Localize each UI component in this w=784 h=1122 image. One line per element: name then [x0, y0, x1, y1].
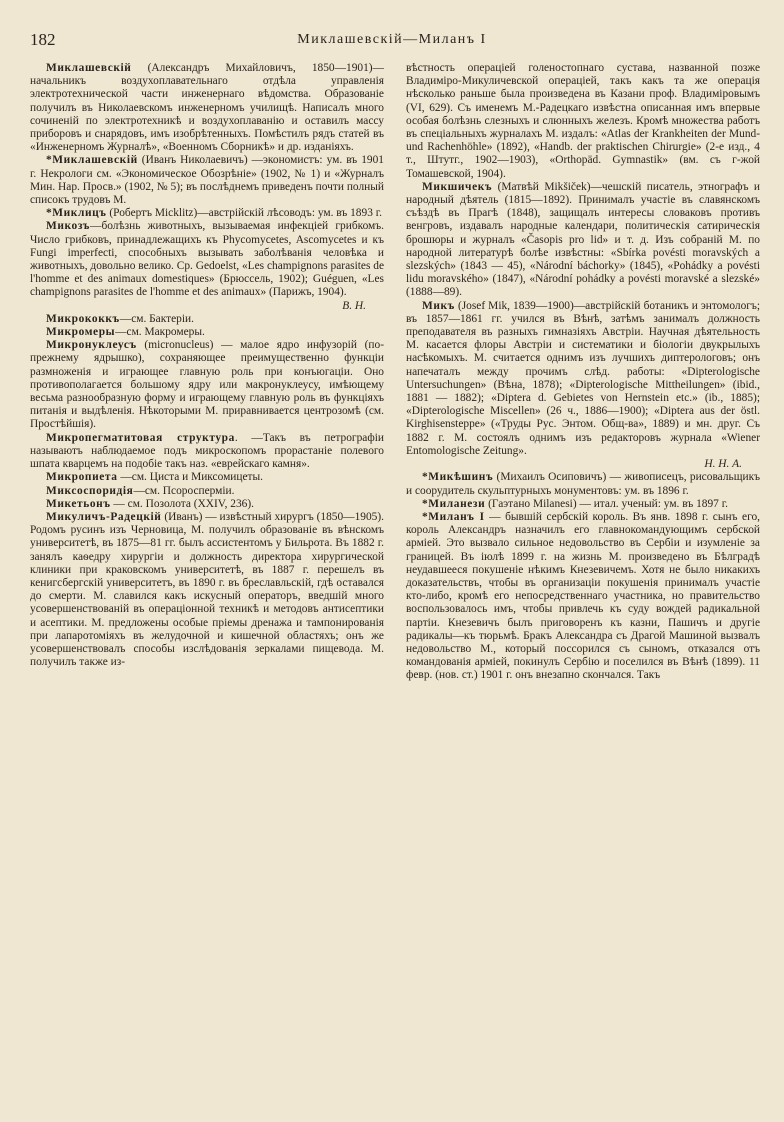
dictionary-entry [406, 62, 760, 181]
entry-body [30, 313, 384, 326]
page-number: 182 [30, 30, 56, 49]
running-title: Миклашевскій—Миланъ I [297, 32, 487, 47]
dictionary-entry [30, 62, 384, 154]
dictionary-entry [30, 498, 384, 511]
entry-body [30, 485, 384, 498]
entry-body [406, 471, 760, 497]
entry-body [30, 220, 384, 299]
dictionary-entry [406, 300, 760, 472]
entry-body [406, 498, 760, 511]
entry-body [30, 207, 384, 220]
dictionary-entry [30, 326, 384, 339]
entry-headword: *Миклицъ [46, 207, 107, 220]
dictionary-entry [30, 154, 384, 207]
text-columns [30, 62, 760, 1102]
entry-body [406, 511, 760, 683]
dictionary-entry [30, 511, 384, 669]
entry-headword: Миклашевскій [46, 62, 132, 74]
right-column [406, 62, 760, 1102]
entry-body [30, 432, 384, 472]
entry-body [406, 181, 760, 300]
entry-body [30, 154, 384, 207]
entry-text: (Михаилъ Осиповичъ) — живописецъ, рисовальщикъ и соорудитель скульптурныхъ монументовъ: ум. въ 1896 г. [406, 471, 760, 497]
entry-text: вѣстность операціей голеностопнаго сустава, названной позже Владиміро-Микуличевской операціей, такъ какъ та же операція нѣсколько раньше была произведена въ Казани проф. Владиміровымъ (VI, 629). Съ именемъ М.-Радецкаго извѣстна описанная имъ впервые особая болѣзнь слезныхъ и слюнныхъ железъ. Кромѣ множества работъ въ спеціальныхъ журналахъ М. издалъ: «Atlas der Krankheiten der Mund- und Rachenhöhle» (1892), «Handb. der praktischen Chirurgie» (2-е изд., 4 т., Штутг., 1902—1903), «Orthopäd. Gymnastik» (вм. съ г-жой Томашевской, 1904). [406, 62, 760, 180]
entry-text: —см. Макромеры. [115, 326, 205, 339]
dictionary-entry [30, 207, 384, 220]
entry-text: (Josef Mik, 1839—1900)—австрійскій ботаникъ и энтомологъ; въ 1857—1861 гг. учился въ Вѣнѣ, затѣмъ занималъ должность преподавателя въ разныхъ гимназіяхъ Австріи. Научная дѣятельность М. касается флоры Австріи и систематики и біологіи двукрылыхъ насѣкомыхъ. М. считается однимъ изъ лучшихъ диптерологовъ; онъ напечаталъ между прочимъ слѣд. работы: «Dipterologische Untersuchungen» (Вѣна, 1878); «Dipterologische Mittheilungen» (ibid., 1881 — 1882); «Diptera d. Gebietes von Hernstein etc.» (ib., 1885); «Dipterologische Miscellen» (26 ч., 1886—1900); «Diptera aus der östl. Kirghisensteppe» («Труды Рус. Энтом. Общ-ва», 1889) и мн. друг. Съ 1882 г. М. состоялъ однимъ изъ редакторовъ журнала «Wiener Entomologische Zeitung». [406, 299, 760, 457]
dictionary-entry [30, 313, 384, 326]
entry-headword: Микропегматитовая структура [46, 431, 235, 444]
entry-headword: Микронуклеусъ [46, 339, 137, 352]
dictionary-entry [406, 471, 760, 497]
entry-headword: Микуличъ-Радецкій [46, 510, 162, 523]
entry-headword: Микозъ [46, 220, 91, 233]
dictionary-entry [406, 181, 760, 300]
entry-text: — бывшій сербскій король. Въ янв. 1898 г. сынъ его, король Александръ назначилъ его главнокомандующимъ сербской арміей. Это вызвало сильное недовольство въ Сербіи и изумленіе за границей. Въ іюлѣ 1899 г. на жизнь М. произведено въ Бѣлградѣ неудавшееся покушеніе нѣкимъ Кнезевичемъ. Хотя не было никакихъ доказательствъ, чтобы въ организаціи покушенія принималъ участіе кто-либо, кромѣ его непосредственнаго участника, но правительство воспользовалось имъ, чтобы привлечь къ суду вождей радикальной партіи. Кнезевичъ былъ приговоренъ къ казни, Пашичъ и другіе радикалы—къ тюрьмѣ. Бракъ Александра съ Драгой Машиной вызвалъ недовольство М., который поссорился съ сыномъ, отказался отъ командованія арміей, покинулъ Сербію и поселился въ Вѣнѣ (1899). 11 февр. (нов. ст.) 1901 г. онъ внезапно скончался. Такъ [406, 510, 760, 682]
dictionary-entry [30, 220, 384, 312]
page-header [30, 30, 754, 56]
entry-body [30, 498, 384, 511]
dictionary-entry [406, 498, 760, 511]
entry-headword: Миксоспоридія [46, 484, 134, 497]
entry-text: (Матвѣй Mikšiček)—чешскій писатель, этнографъ и народный дѣятель (1815—1892). Принималъ участіе въ славянскомъ съѣздѣ въ Прагѣ (1848), защищалъ интересы словаковъ противъ венгровъ, издавалъ народные календари, политическія сатирическія брошюры и журналъ «Časopis pro lid» и т. д. Изъ собраній М. по народной литературѣ болѣе извѣстны: «Sbírka povésti moravských a slezských» (1843 — 45), «Národní báchorky» (1845), «Pohádky a povésti lidu moravského» (1847), «Národní pohádky a povésti moravské a slezské» (1888—89). [406, 180, 760, 299]
entry-text: (Иванъ Николаевичъ) —экономистъ: ум. въ 1901 г. Некрологи см. «Экономическое Обозрѣніе» (1902, № 1) и «Журналъ Мин. Нар. Просв.» (1902, № 5); въ послѣднемъ приведенъ почти полный списокъ трудовъ М. [30, 154, 384, 207]
entry-text: (Гаэтано Milanesi) — итал. ученый: ум. въ 1897 г. [485, 497, 728, 510]
entry-text: . —Такъ въ петрографіи называютъ наблюдаемое подъ микроскопомъ прорастаніе полевого шпата кварцемъ на подобіе такъ наз. «еврейскаго камня». [30, 431, 384, 471]
entry-body [406, 62, 760, 181]
entry-text: —см. Бактеріи. [119, 312, 194, 325]
entry-headword: Микъ [422, 299, 455, 312]
dictionary-entry [406, 511, 760, 683]
entry-text: —болѣзнь животныхъ, вызываемая инфекціей грибкомъ. Число грибковъ, принадлежащихъ къ Phycomycetes, Ascomycetes и къ Fungi imperfecti, способныхъ вызывать заболѣванія человѣка и животныхъ, довольно велико. Ср. Gedoelst, «Les champignons parasites de l'homme et des animaux domestiques» (Брюссель, 1902); Guéguen, «Les champignons parasites de l'homme et des animaux» (Парижъ, 1904). [30, 220, 384, 299]
entry-body [30, 326, 384, 339]
entry-body [30, 511, 384, 669]
dictionary-entry [30, 485, 384, 498]
entry-headword: Микрококкъ [46, 312, 120, 325]
dictionary-entry [30, 432, 384, 472]
author-signature: Н. Н. А. [704, 458, 742, 471]
entry-text: (Робертъ Micklitz)—австрійскій лѣсоводъ: ум. въ 1893 г. [106, 207, 382, 220]
entry-headword: *Миланъ I [422, 510, 485, 523]
entry-text: — см. Позолота (XXIV, 236). [110, 497, 254, 510]
entry-body [30, 339, 384, 431]
author-signature: В. Н. [342, 299, 366, 312]
entry-text: (Иванъ) — извѣстный хирургъ (1850—1905). Родомъ русинъ изъ Черновица, М. получилъ образованіе въ вѣнскомъ университетѣ, въ 1875—81 гг. былъ ассистентомъ у Бильрота. Въ 1882 г. занялъ каѳедру хирургіи и должность директора хирургической клиники при краковскомъ университетѣ, въ 1887 г. перешелъ въ кенигсбергскій университетъ, въ 1890 г. въ бреславльскій, гдѣ оставался до смерти. М. славился какъ искусный операторъ, введшій много усовершенствованій въ операціонной техникѣ и методовъ антисептики и асептики. М. предложены особые пріемы дренажа и тампонированія при лапаротоміяхъ въ желудочной и кишечной областяхъ; онъ же усовершенствовалъ способы изслѣдованія зеркалами пищевода. М. получилъ также из- [30, 510, 384, 669]
entry-body [30, 471, 384, 484]
entry-body [30, 62, 384, 154]
dictionary-entry [30, 339, 384, 431]
entry-headword: Микетьонъ [46, 497, 111, 510]
left-column [30, 62, 384, 1102]
entry-text: (micronucleus) — малое ядро инфузорій (по-прежнему ядрышко), сохраняющее преимущественно функціи размноженія и играющее главную роль при конъюгаціи. Оно противополагается большому ядру или макронуклеусу, имѣющему весьма разнообразную форму и играющему главную роль въ функціяхъ питанія и выдѣленія. Нѣкоторыми М. приравнивается центрозомѣ (см. Простѣйшія). [30, 339, 384, 431]
entry-text: —см. Псоросперміи. [133, 484, 235, 497]
entry-body [406, 300, 760, 458]
entry-text: —см. Циста и Миксомицеты. [117, 471, 264, 484]
dictionary-entry [30, 471, 384, 484]
entry-text: (Александръ Михайловичъ, 1850—1901)—начальникъ воздухоплавательнаго отдѣла управленія электротехнической части инженернаго вѣдомства. Образованіе получилъ въ Николаевскомъ инженерномъ училищѣ. Написалъ много сочиненій по электротехникѣ и воздухоплаванію и оставилъ массу приборовъ и снарядовъ, имъ изобрѣтенныхъ. Помѣстилъ рядъ статей въ «Инженерномъ Журналѣ», «Военномъ Сборникѣ» и др. изданіяхъ. [30, 62, 384, 154]
entry-headword: *Миланези [422, 497, 486, 510]
entry-headword: Микромеры [46, 326, 116, 339]
entry-headword: *Миклашевскій [46, 154, 138, 167]
entry-headword: Микшичекъ [422, 180, 493, 193]
entry-headword: Микропиета [46, 471, 118, 484]
entry-headword: *Микѣшинъ [422, 471, 494, 484]
